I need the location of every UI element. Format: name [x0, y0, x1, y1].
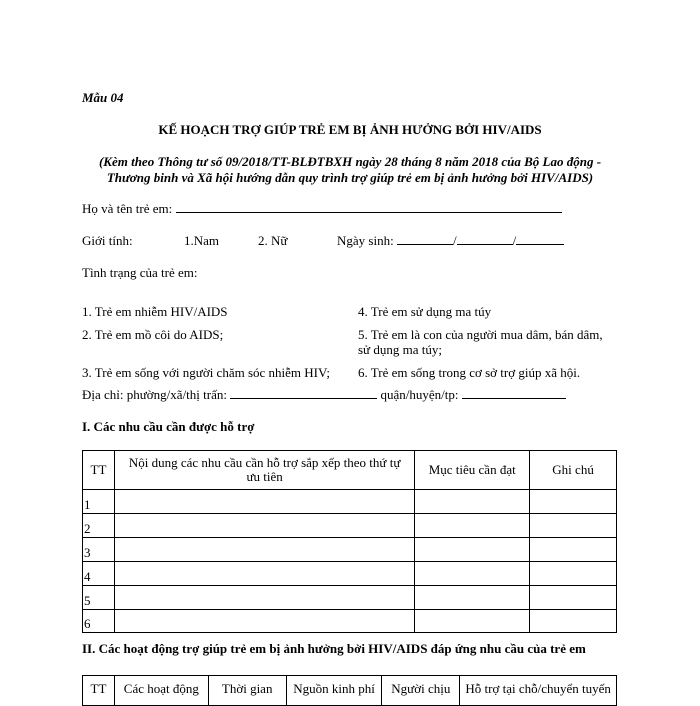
header-tt: TT: [83, 676, 115, 706]
header-funding: Nguồn kinh phí: [286, 676, 382, 706]
table-cell[interactable]: [530, 562, 617, 586]
table-cell[interactable]: [114, 586, 414, 610]
table-cell[interactable]: [415, 538, 530, 562]
document-title: KẾ HOẠCH TRỢ GIÚP TRẺ EM BỊ ẢNH HƯỞNG BỞI HIV/AIDS: [158, 122, 542, 137]
condition-4: 4. Trẻ em sử dụng ma túy: [358, 304, 492, 319]
table-cell[interactable]: [415, 610, 530, 633]
header-content-line-2: ưu tiên: [246, 469, 283, 484]
table-cell[interactable]: [530, 514, 617, 538]
dob-day-line[interactable]: [397, 233, 453, 245]
subtitle-line-2: Thương binh và Xã hội hướng dẫn quy trình trợ giúp trẻ em bị ảnh hưởng bởi HIV/AIDS): [106, 170, 594, 185]
header-time: Thời gian: [208, 676, 286, 706]
row-number: 4: [83, 562, 115, 586]
table-cell[interactable]: [530, 586, 617, 610]
row-number: 1: [83, 490, 115, 514]
needs-table: [82, 450, 617, 633]
section-2-heading: II. Các hoạt động trợ giúp trẻ em bị ảnh hưởng bởi HIV/AIDS đáp ứng nhu cầu của trẻ em: [82, 641, 586, 656]
name-input-line[interactable]: [176, 201, 562, 213]
gender-label: Giới tính:: [82, 233, 133, 248]
table-cell[interactable]: [415, 586, 530, 610]
table-row: [83, 490, 617, 514]
dob-year-line[interactable]: [516, 233, 564, 245]
table-cell[interactable]: [114, 538, 414, 562]
address-label: Địa chỉ: phường/xã/thị trấn:: [82, 387, 227, 402]
table-cell[interactable]: [415, 562, 530, 586]
row-number: 5: [83, 586, 115, 610]
dob-separator: /: [452, 233, 457, 248]
header-tt: TT: [83, 451, 115, 490]
header-content: [114, 451, 414, 490]
status-label: Tình trạng của trẻ em:: [82, 265, 198, 280]
condition-6: 6. Trẻ em sống trong cơ sở trợ giúp xã hội.: [358, 365, 581, 380]
condition-2: 2. Trẻ em mồ côi do AIDS;: [82, 327, 224, 342]
header-responsible: Người chịu: [382, 676, 460, 706]
section-1-heading: I. Các nhu cầu cần được hỗ trợ: [82, 419, 255, 434]
gender-option-male[interactable]: 1.Nam: [184, 233, 220, 248]
condition-1: 1. Trẻ em nhiễm HIV/AIDS: [82, 304, 228, 319]
table-cell[interactable]: [530, 538, 617, 562]
activities-table: [82, 675, 617, 706]
dob-label: Ngày sinh:: [337, 233, 394, 248]
name-field-row: [82, 201, 562, 217]
district-input-line[interactable]: [462, 387, 566, 399]
condition-5-line-2: sử dụng ma túy;: [358, 342, 442, 357]
row-number: 6: [83, 610, 115, 633]
ward-input-line[interactable]: [230, 387, 377, 399]
table-cell[interactable]: [114, 490, 414, 514]
condition-5-line-1: 5. Trẻ em là con của người mua dâm, bán dâm,: [358, 327, 603, 342]
table-cell[interactable]: [114, 514, 414, 538]
name-label: Họ và tên trẻ em:: [82, 201, 173, 216]
table-row: [83, 562, 617, 586]
dob-separator: /: [512, 233, 517, 248]
header-support: Hỗ trợ tại chỗ/chuyển tuyến: [460, 676, 617, 706]
table-row: [83, 538, 617, 562]
gender-option-female[interactable]: 2. Nữ: [258, 233, 288, 248]
table-cell[interactable]: [114, 610, 414, 633]
table-cell[interactable]: [530, 490, 617, 514]
table-cell[interactable]: [415, 514, 530, 538]
dob-field-row: [337, 233, 564, 249]
address-row: [82, 387, 566, 403]
table-cell[interactable]: [415, 490, 530, 514]
table-cell[interactable]: [114, 562, 414, 586]
table-cell[interactable]: [530, 610, 617, 633]
row-number: 3: [83, 538, 115, 562]
dob-month-line[interactable]: [457, 233, 513, 245]
header-activities: Các hoạt động: [114, 676, 208, 706]
header-content-line-1: Nội dung các nhu cầu cần hỗ trợ sắp xếp theo thứ tự: [128, 455, 401, 470]
table-row: [83, 586, 617, 610]
condition-3: 3. Trẻ em sống với người chăm sóc nhiễm HIV;: [82, 365, 331, 380]
table-row: [83, 610, 617, 633]
district-label: quận/huyện/tp:: [380, 387, 459, 402]
header-target: Mục tiêu cần đạt: [415, 451, 530, 490]
activities-table-header: [83, 676, 617, 706]
subtitle-line-1: (Kèm theo Thông tư số 09/2018/TT-BLĐTBXH ngày 28 tháng 8 năm 2018 của Bộ Lao động -: [98, 154, 602, 169]
row-number: 2: [83, 514, 115, 538]
needs-table-header: [83, 451, 617, 490]
form-code: Mẫu 04: [82, 90, 124, 105]
header-note: Ghi chú: [530, 451, 617, 490]
table-row: [83, 514, 617, 538]
